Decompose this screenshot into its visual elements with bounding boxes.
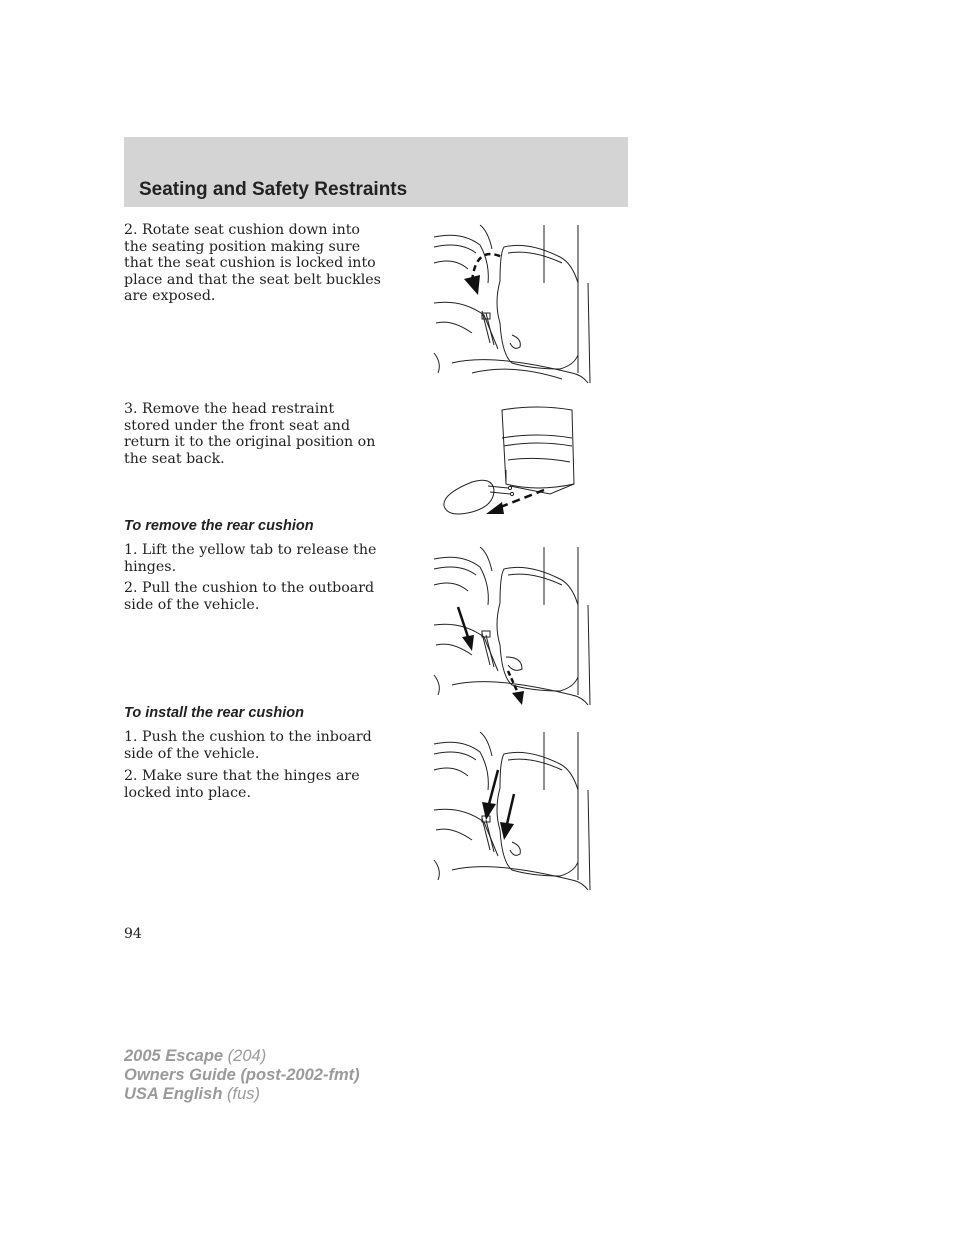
- install-step-2: 2. Make sure that the hinges are locked into place.: [124, 768, 360, 801]
- footer-model-line: [124, 1047, 360, 1066]
- install-cushion-heading: To install the rear cushion: [124, 705, 304, 721]
- remove-cushion-illustration: [432, 545, 592, 707]
- page-number: 94: [124, 926, 142, 942]
- footer-guide-line: Owners Guide (post-2002-fmt): [124, 1066, 360, 1084]
- document-footer: [124, 1047, 360, 1104]
- rotate-cushion-illustration: [432, 223, 592, 385]
- remove-cushion-heading: To remove the rear cushion: [124, 518, 314, 534]
- step-rotate-cushion: 2. Rotate seat cushion down into the seating position making sure that the seat cushion is locked into place and that the seat belt buckles are exposed.: [124, 222, 381, 304]
- section-title: Seating and Safety Restraints: [139, 179, 408, 200]
- footer-model-code: (204): [223, 1047, 267, 1065]
- head-restraint-illustration: [432, 402, 582, 522]
- section-header: [124, 137, 628, 207]
- install-cushion-illustration: [432, 730, 592, 892]
- footer-language-line: [124, 1085, 360, 1104]
- footer-language-code: (fus): [222, 1085, 260, 1103]
- footer-language: USA English: [124, 1085, 223, 1103]
- remove-step-2: 2. Pull the cushion to the outboard side of the vehicle.: [124, 580, 375, 613]
- step-head-restraint: 3. Remove the head restraint stored under the front seat and return it to the original position on the seat back.: [124, 401, 376, 467]
- footer-model: 2005 Escape: [124, 1047, 224, 1065]
- install-step-1: 1. Push the cushion to the inboard side of the vehicle.: [124, 729, 372, 762]
- remove-step-1: 1. Lift the yellow tab to release the hinges.: [124, 542, 377, 575]
